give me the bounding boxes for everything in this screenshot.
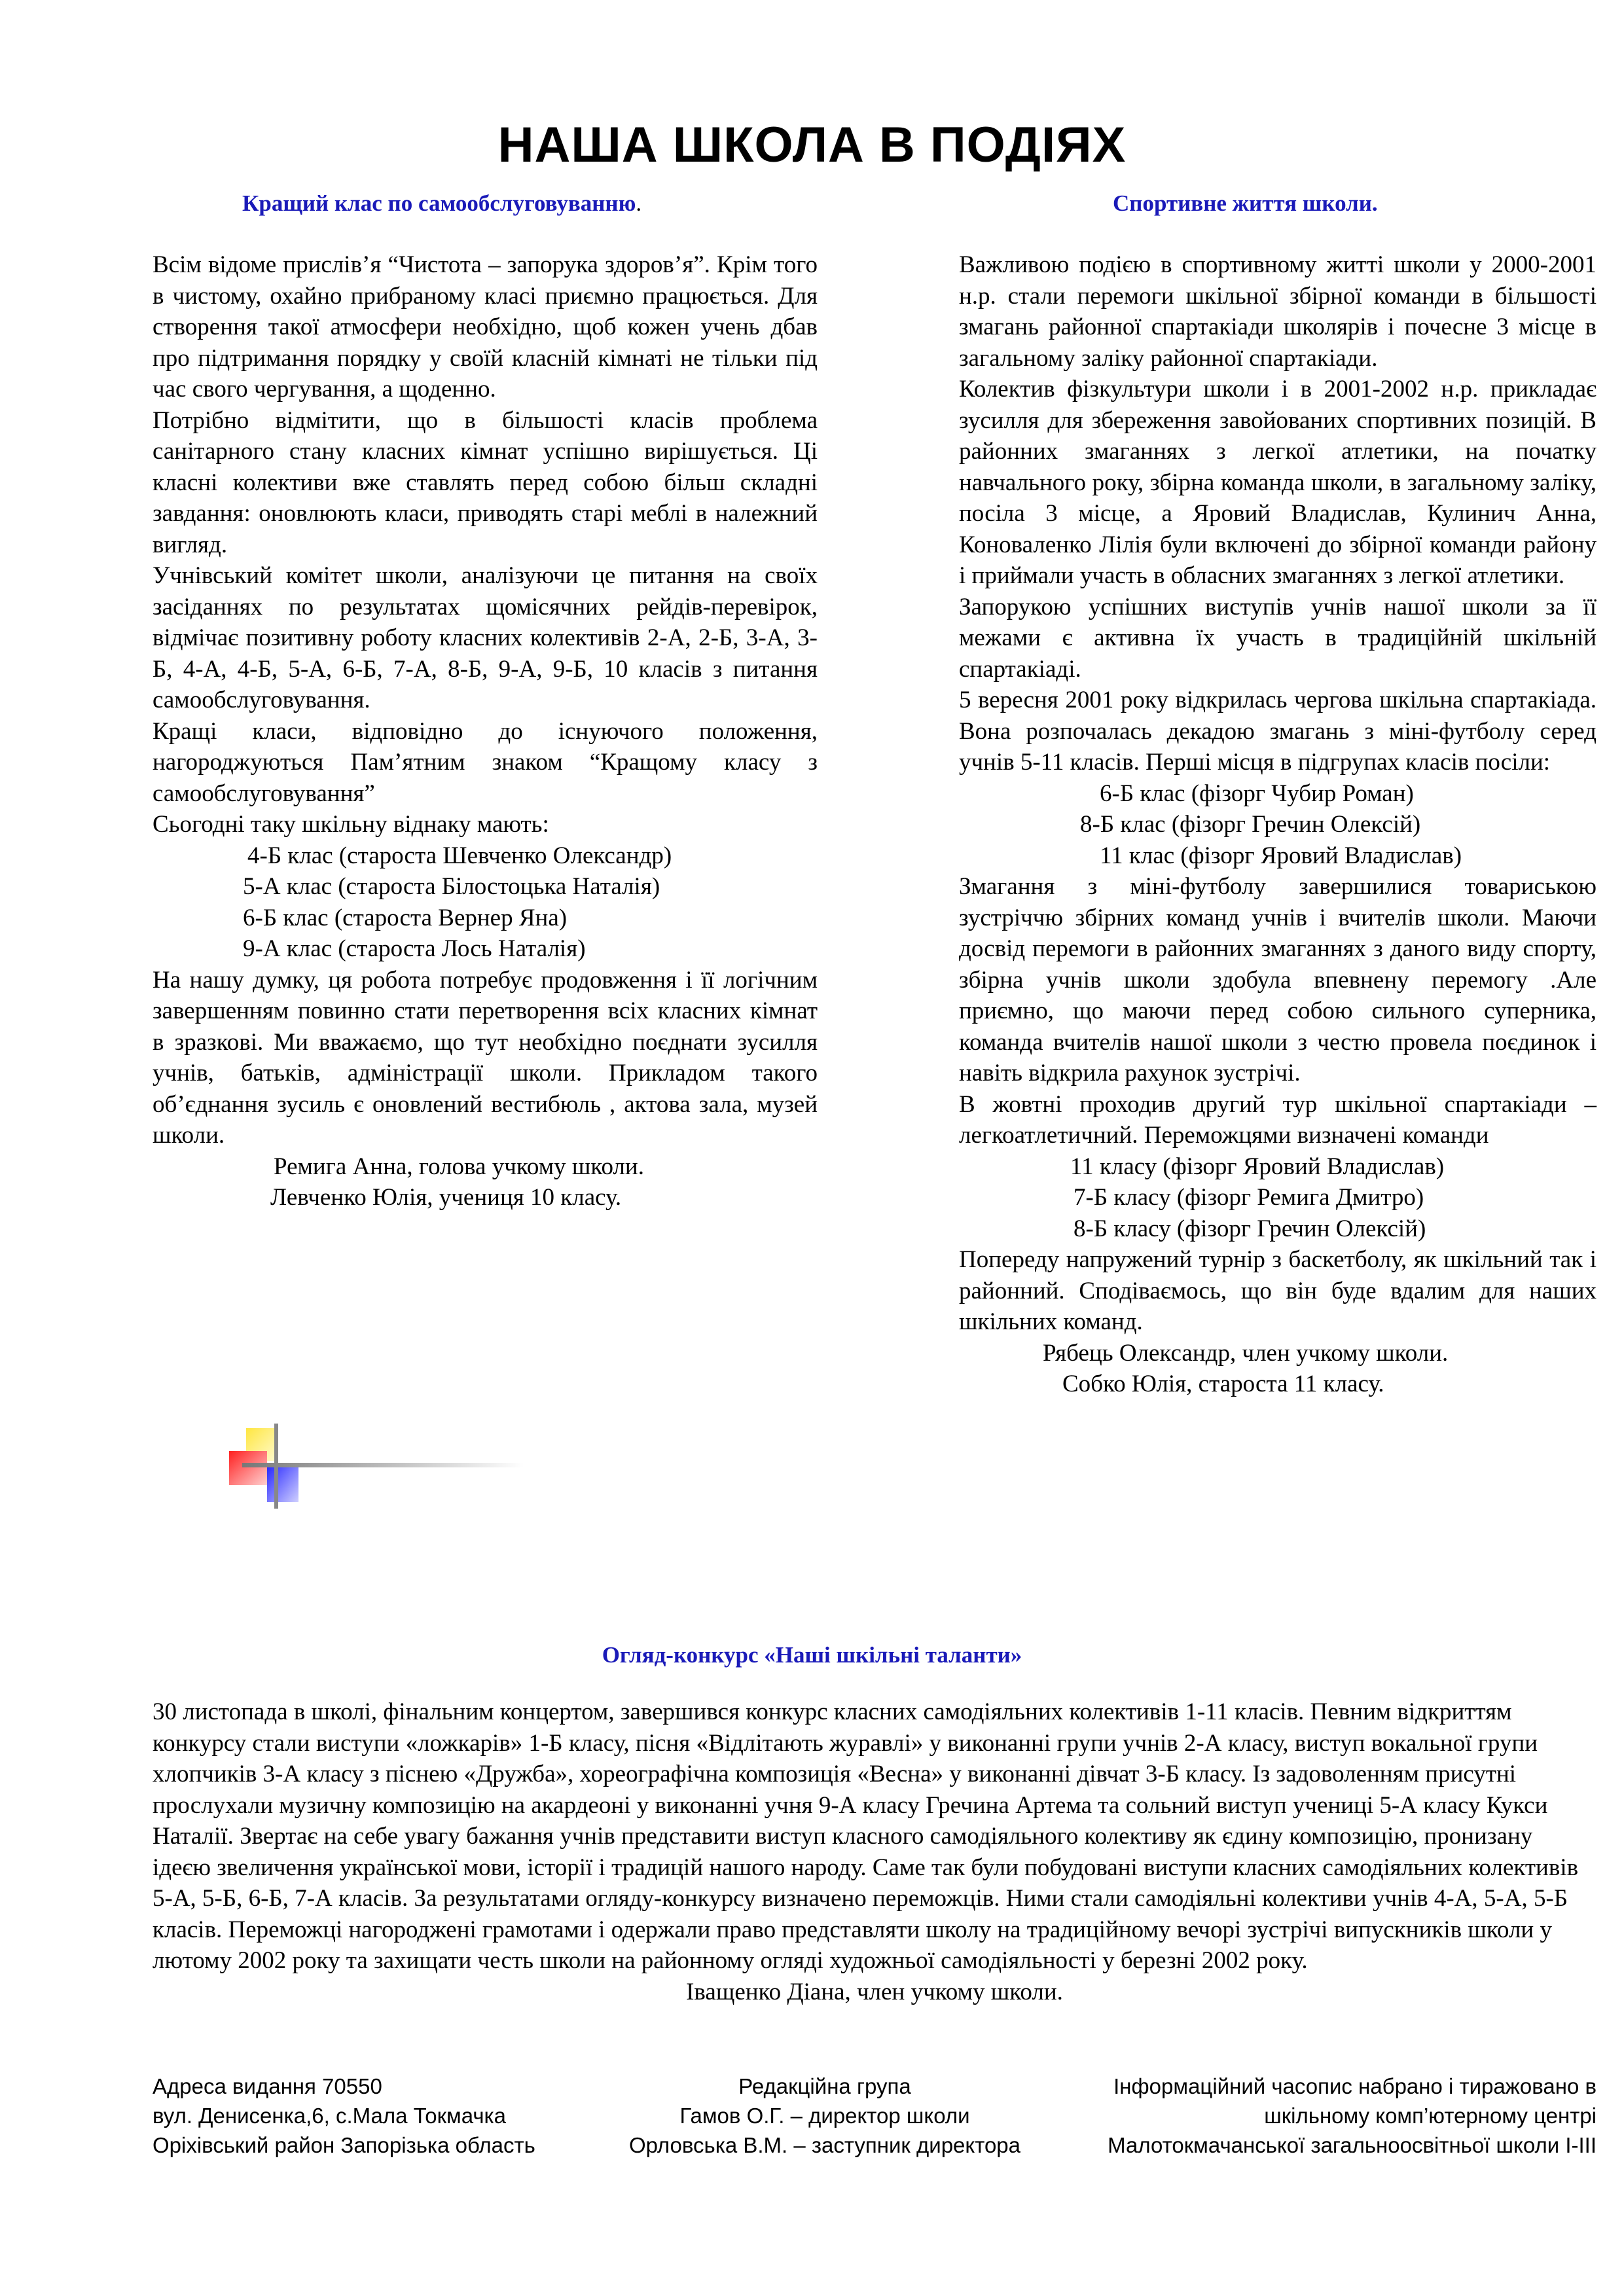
decorative-squares-graphic [229, 1424, 524, 1528]
bottom-heading: Огляд-конкурс «Наші шкільні таланти» [602, 1642, 1022, 1668]
class-list-item: 4-Б клас (староста Шевченко Олександр) [247, 842, 672, 869]
footer-line: Оріхівський район Запорізька область [153, 2133, 535, 2157]
right-paragraph: Запорукою успішних виступів учнів нашої школи за її межами є активна їх участь в традиційній шкільній спартакіаді. [959, 593, 1597, 683]
footer-publisher [1060, 2072, 1597, 2160]
left-column [153, 249, 818, 1213]
footer-line: Гамов О.Г. – директор школи [679, 2104, 970, 2128]
footer-line: Орловська В.М. – заступник директора [628, 2133, 1021, 2157]
class-list-item: 5-А клас (староста Білостоцька Наталія) [243, 873, 660, 900]
winner-item: 6-Б клас (фізорг Чубир Роман) [1100, 780, 1414, 807]
page-title: НАША ШКОЛА В ПОДІЯХ [497, 117, 1127, 173]
footer-line: Адреса видання 70550 [153, 2074, 382, 2098]
right-column [959, 249, 1597, 1400]
winner-item: 11 класу (фізорг Яровий Владислав) [1070, 1153, 1445, 1180]
blue-square [267, 1463, 298, 1502]
right-paragraph: В жовтні проходив другий тур шкільної спартакіади – легкоатлетичний. Переможцями визначені команди [959, 1090, 1597, 1149]
winner-item: 8-Б класу (фізорг Гречин Олексій) [1074, 1215, 1426, 1242]
footer-line: Інформаційний часопис набрано і тиражовано в [1113, 2074, 1597, 2098]
footer-line: шкільному комп’ютерному центрі [1264, 2104, 1597, 2128]
left-paragraph: Потрібно відмітити, що в більшості класів проблема санітарного стану класних кімнат успішно вирішується. Ці класні колективи вже ставлять перед собою більш складні завдання: оновлюють класи, приводять старі меблі в належний вигляд. [153, 406, 818, 558]
signature: Іващенко Діана, член учкому школи. [686, 1978, 1063, 2005]
left-paragraph: Сьогодні таку шкільну віднаку мають: [153, 811, 549, 838]
winner-item: 11 клас (фізорг Яровий Владислав) [1100, 842, 1462, 869]
footer-line: Малотокмачанської загальноосвітньої школи І-ІІІ [1108, 2133, 1597, 2157]
right-paragraph: Попереду напружений турнір з баскетболу, як шкільний так і районний. Сподіваємось, що він буде вдалим для наших шкільних команд. [959, 1246, 1597, 1335]
footer-line: Редакційна група [738, 2074, 911, 2098]
class-list-item: 9-А клас (староста Лось Наталія) [243, 935, 586, 962]
right-paragraph: 5 вересня 2001 року відкрилась чергова шкільна спартакіада. Вона розпочалась декадою змагань з міні-футболу серед учнів 5-11 класів. Перші місця в підгрупах класів посіли: [959, 687, 1597, 776]
right-heading: Спортивне життя школи. [1113, 190, 1378, 216]
right-paragraph: Колектив фізкультури школи і в 2001-2002 н.р. прикладає зусилля для збереження завойованих спортивних позицій. В районних змаганнях з легкої атлетики, на початку навчального року, збірна команда школи, в загальному заліку, посіла 3 місце, а Яровий Владислав, Кулинич Анна, Коноваленко Лілія були включені до збірної команди району і приймали участь в обласних змаганнях з легкої атлетики. [959, 376, 1597, 589]
signature: Собко Юлія, староста 11 класу. [1062, 1371, 1384, 1397]
right-paragraph: Змагання з міні-футболу завершилися товариською зустріччю збірних команд учнів і вчителів школи. Маючи досвід перемоги в районних змаганнях з даного виду спорту, збірна учнів школи здобула впевнену перемогу .Але приємно, що маючи перед собою сильного суперника, команда вчителів нашої школи з честю провела поєдинок і навіть відкрила рахунок зустрічі. [959, 873, 1597, 1086]
left-closing: На нашу думку, ця робота потребує продовження і її логічним завершенням повинно стати перетворення всіх класних кімнат в зразкові. Ми вважаємо, що тут необхідно поєднати зусилля учнів, батьків, адміністрації школи. Прикладом такого об’єднання зусиль є оновлений вестибюль , актова зала, музей школи. [153, 966, 818, 1149]
footer-address [153, 2072, 535, 2160]
left-paragraph: Кращі класи, відповідно до існуючого положення, нагороджуються Пам’ятним знаком “Кращому класу з самообслуговування” [153, 717, 818, 807]
winner-item: 7-Б класу (фізорг Ремига Дмитро) [1074, 1184, 1424, 1211]
left-heading [242, 190, 641, 217]
left-paragraph: Всім відоме прислів’я “Чистота – запорука здоров’я”. Крім того в чистому, охайно прибраному класі приємно працюється. Для створення такої атмосфери необхідно, щоб кожен учень дбав про підтримання порядку у своїй класній кімнаті не тільки під час свого чергування, а щоденно. [153, 251, 818, 403]
bottom-text: 30 листопада в школі, фінальним концертом, завершився конкурс класних самодіяльних колективів 1-11 класів. Певним відкриттям конкурсу стали виступи «ложкарів» 1-Б класу, пісня «Відлітають журавлі» у виконанні групи учнів 2-А класу, виступ вокальної групи хлопчиків 3-А класу з піснею «Дружба», хореографічна композиція «Весна» у виконанні дівчат 3-Б класу. Із задоволенням присутні прослухали музичну композицію на акардеоні у виконанні учня 9-А класу Гречина Артема та сольний виступ учениці 5-А класу Кукси Наталії. Звертає на себе увагу бажання учнів представити виступ класного самодіяльного колективу як єдину композицію, пронизану ідеєю звеличення української мови, історії і традицій нашого народу. Саме так були побудовані виступи класних самодіяльних колективів 5-А, 5-Б, 6-Б, 7-А класів. За результатами огляду-конкурсу визначено переможців. Ними стали самодіяльні колективи учнів 4-А, 5-А, 5-Б класів. Переможці нагороджені грамотами і одержали право представляти школу на традиційному вечорі зустрічі випускників школи у лютому 2002 року та захищати честь школи на районному огляді художньої самодіяльності у березні 2002 року. [153, 1698, 1579, 1974]
right-paragraph: Важливою подією в спортивному житті школи у 2000-2001 н.р. стали перемоги шкільної збірної команди в більшості змагань районної спартакіади школярів і почесне 3 місце в загальному заліку районної спартакіади. [959, 251, 1597, 372]
footer-line: вул. Денисенка,6, с.Мала Токмачка [153, 2104, 507, 2128]
class-list-item: 6-Б клас (староста Вернер Яна) [243, 904, 568, 931]
left-heading-dot: . [636, 190, 642, 216]
left-paragraph: Учнівський комітет школи, аналізуючи це питання на своїх засіданнях по результатах щомісячних рейдів-перевірок, відмічає позитивну роботу класних колективів 2-А, 2-Б, 3-А, 3-Б, 4-А, 4-Б, 5-А, 6-Б, 7-А, 8-Б, 9-А, 9-Б, 10 класів з питання самообслуговування. [153, 562, 818, 713]
bottom-article [153, 1696, 1597, 2007]
winner-item: 8-Б клас (фізорг Гречин Олексій) [1080, 811, 1421, 838]
signature: Левченко Юлія, учениця 10 класу. [270, 1184, 622, 1211]
footer-editorial [628, 2072, 1021, 2160]
signature: Рябець Олександр, член учкому школи. [1043, 1339, 1449, 1367]
left-heading-text: Кращий клас по самообслуговуванню [242, 190, 636, 216]
signature: Ремига Анна, голова учкому школи. [274, 1153, 644, 1180]
red-square [229, 1451, 267, 1485]
